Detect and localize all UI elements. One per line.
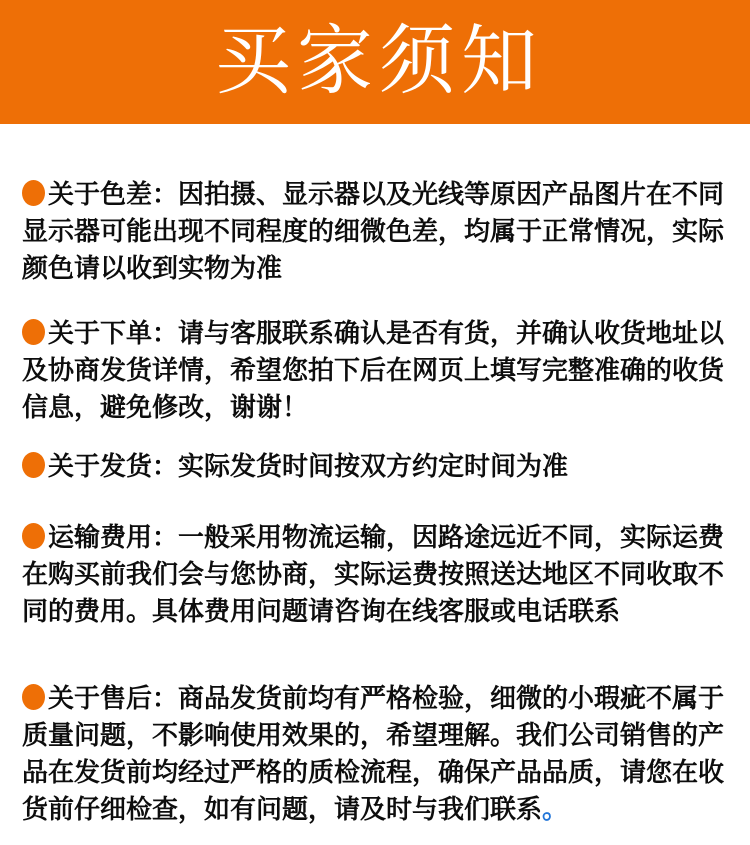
notice-text: 关于售后：商品发货前均有严格检验，细微的小瑕疵不属于质量问题，不影响使用效果的，希望理解。我们公司销售的产品在发货前均经过严格的质检流程，确保产品品质，请您在收货前仔细检查，如有问题，请及时与我们联系 — [22, 683, 725, 824]
notice-text: 关于色差：因拍摄、显示器以及光线等原因产品图片在不同显示器可能出现不同程度的细微色差，均属于正常情况，实际颜色请以收到实物为准 — [22, 179, 725, 283]
notice-item-ordering — [22, 315, 726, 426]
notice-item-color-difference — [22, 176, 726, 287]
bullet-icon — [22, 319, 45, 345]
page-title: 买家须知 — [215, 19, 543, 104]
notice-text: 关于发货：实际发货时间按双方约定时间为准 — [48, 451, 569, 481]
notice-text: 运输费用：一般采用物流运输，因路途远近不同，实际运费在购买前我们会与您协商，实际运费按照送达地区不同收取不同的费用。具体费用问题请咨询在线客服或电话联系 — [22, 522, 725, 626]
header-banner — [0, 0, 750, 124]
notice-item-shipping — [22, 448, 726, 485]
notice-item-freight — [22, 519, 726, 630]
notice-list — [0, 124, 750, 828]
bullet-icon — [22, 180, 45, 206]
notice-item-after-sales — [22, 680, 726, 828]
notice-text: 关于下单：请与客服联系确认是否有货，并确认收货地址以及协商发货详情，希望您拍下后在网页上填写完整准确的收货信息，避免修改，谢谢！ — [22, 318, 725, 422]
bullet-icon — [22, 684, 45, 710]
bullet-icon — [22, 452, 45, 478]
notice-text-suffix: 。 — [542, 794, 569, 824]
bullet-icon — [22, 523, 45, 549]
